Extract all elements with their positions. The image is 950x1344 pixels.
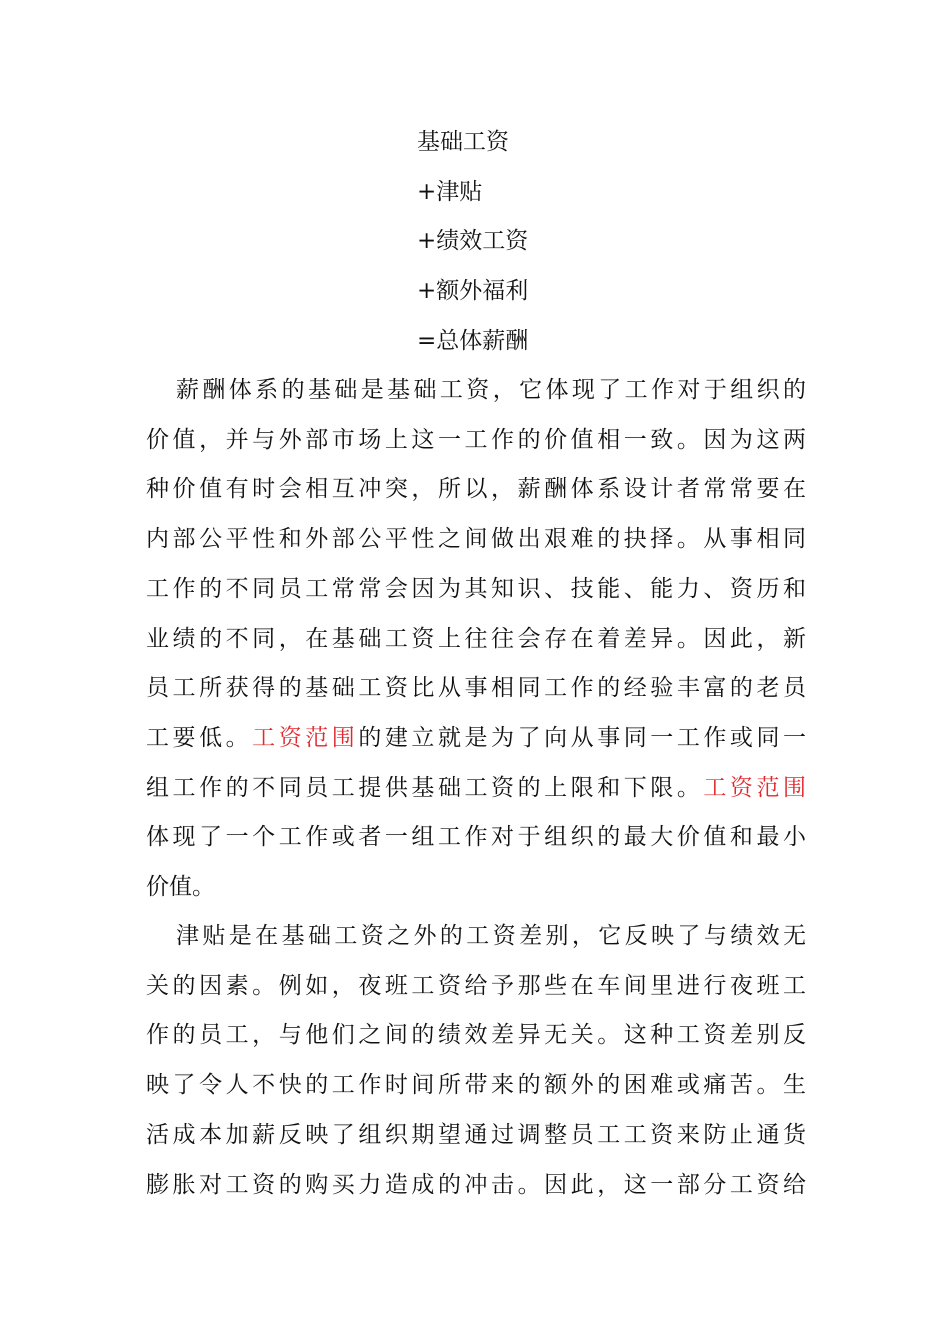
text-line: 薪酬体系的基础是基础工资，它体现了工作对于组织的: [176, 377, 806, 403]
text-line: 价值，并与外部市场上这一工作的价值相一致。因为这两: [146, 426, 806, 453]
formula-line-performance-pay: +绩效工资: [417, 228, 529, 255]
text-segment: 工要低。: [146, 724, 253, 751]
text-line: 作的员工，与他们之间的绩效差异无关。这种工资差别反: [146, 1022, 806, 1049]
text-line: 价值。: [146, 874, 215, 901]
text-line: [146, 714, 806, 764]
text-line: 津贴是在基础工资之外的工资差别，它反映了与绩效无: [176, 923, 806, 949]
text-line: 业绩的不同，在基础工资上往往会存在着差异。因此，新: [146, 625, 806, 652]
compensation-formula: [417, 118, 717, 366]
text-line: 员工所获得的基础工资比从事相同工作的经验丰富的老员: [146, 675, 806, 702]
formula-line-total-compensation: =总体薪酬: [417, 327, 529, 354]
paragraph-allowance: [146, 912, 806, 1210]
text-line: 关的因素。例如，夜班工资给予那些在车间里进行夜班工: [146, 972, 806, 999]
highlight-term-pay-range: 工资范围: [703, 774, 807, 801]
text-line: 种价值有时会相互冲突，所以，薪酬体系设计者常常要在: [146, 476, 806, 503]
text-line: [146, 764, 806, 814]
text-line: 膨胀对工资的购买力造成的冲击。因此，这一部分工资给: [146, 1171, 806, 1198]
text-line: 映了令人不快的工作时间所带来的额外的困难或痛苦。生: [146, 1072, 806, 1099]
text-segment: 组工作的不同员工提供基础工资的上限和下限。: [146, 774, 704, 801]
paragraph-base-pay: [146, 366, 806, 913]
text-line: 体现了一个工作或者一组工作对于组织的最大价值和最小: [146, 824, 806, 851]
formula-line-base-pay: 基础工资: [417, 129, 509, 155]
text-line: 工作的不同员工常常会因为其知识、技能、能力、资历和: [146, 575, 806, 602]
text-line: 内部公平性和外部公平性之间做出艰难的抉择。从事相同: [146, 526, 806, 553]
formula-line-allowance: +津贴: [417, 178, 483, 205]
highlight-term-pay-range: 工资范围: [252, 724, 359, 751]
formula-line-extra-benefits: +额外福利: [417, 278, 529, 305]
text-line: 活成本加薪反映了组织期望通过调整员工工资来防止通货: [146, 1121, 806, 1148]
text-segment: 的建立就是为了向从事同一工作或同一: [358, 724, 807, 751]
